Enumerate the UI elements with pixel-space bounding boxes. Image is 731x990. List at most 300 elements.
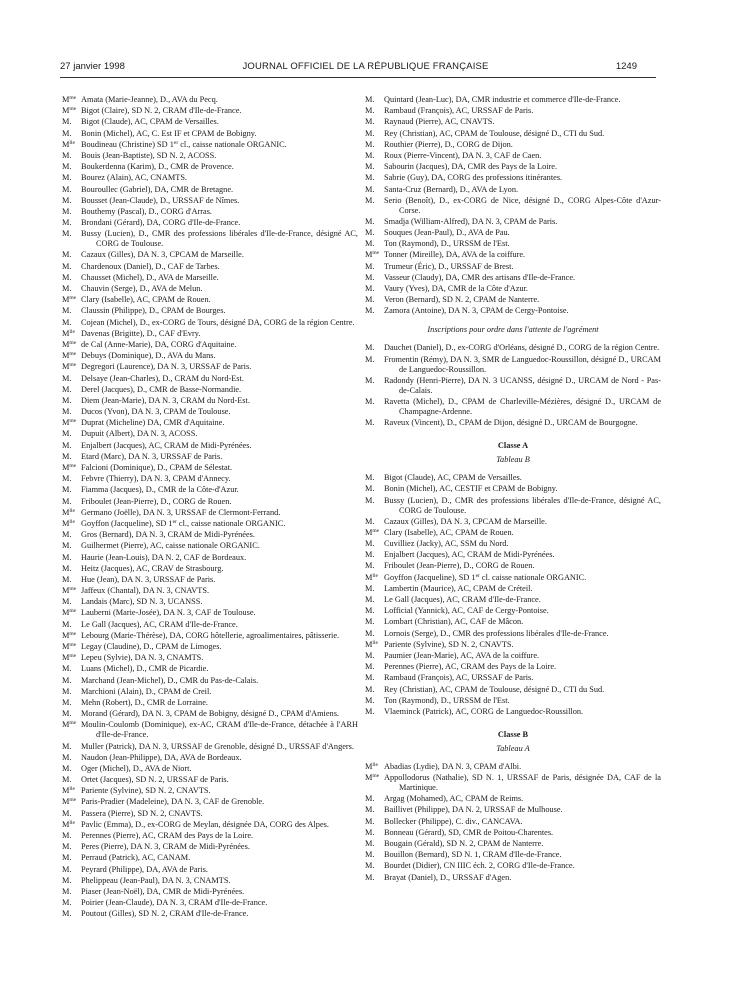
list-item — [365, 839, 661, 849]
entry-text: Tonner (Mireille), DA, AVA de la coiffure. — [384, 250, 526, 260]
entry-text: Radondy (Henri-Pierre), DA N. 3 UCANSS, désigné D., URCAM de Nord - Pas-de-Calais. — [384, 375, 661, 395]
classe-b-heading: Classe B — [497, 729, 529, 739]
entry-title: M. — [365, 106, 375, 116]
entry-text: Jaffeux (Chantal), DA N. 3, CNAVTS. — [81, 586, 210, 596]
entry-text: Lepeu (Sylvie), DA N. 3, CNAMTS. — [81, 653, 204, 663]
list-item — [365, 196, 661, 216]
entry-title: M. — [62, 229, 72, 239]
list-item — [365, 828, 661, 838]
entry-text: Santa-Cruz (Bernard), D., AVA de Lyon. — [384, 184, 519, 194]
list-item — [365, 284, 661, 294]
entry-text: Lebourg (Marie-Thérèse), DA, CORG hôtellerie, agroalimentaires, pâtisserie. — [81, 630, 340, 640]
list-item — [62, 129, 358, 139]
list-item — [62, 306, 358, 316]
list-item — [62, 720, 358, 740]
list-item — [62, 820, 358, 830]
list-item — [62, 207, 358, 217]
entry-text: Heitz (Jacques), AC, CRAV de Strasbourg. — [81, 563, 224, 573]
entry-title: M. — [365, 195, 375, 205]
list-item — [62, 853, 358, 863]
entry-text: Rey (Christian), AC, CPAM de Toulouse, désigné D., CTI du Sud. — [384, 128, 605, 138]
list-item — [62, 564, 358, 574]
list-item — [62, 608, 358, 618]
entry-text: Enjalbert (Jacques), AC, CRAM de Midi-Pyrénées. — [384, 550, 555, 560]
entry-title: M. — [62, 686, 72, 696]
entry-title: $M^{me}$ — [62, 362, 77, 372]
entry-text: Paumier (Jean-Marie), AC, AVA de la coiffure. — [384, 650, 540, 660]
entry-text: Smadja (William-Alfred), DA N. 3, CPAM de Paris. — [384, 216, 558, 226]
entry-title: M. — [365, 306, 375, 316]
list-item — [365, 140, 661, 150]
entry-title: $M^{lle}$ — [62, 786, 75, 796]
entry-title: M. — [62, 306, 72, 316]
list-item — [62, 196, 358, 206]
list-item — [62, 887, 358, 897]
list-item — [62, 831, 358, 841]
entry-title: $M^{lle}$ — [365, 761, 378, 771]
list-item — [62, 709, 358, 719]
entry-text: Cuvilliez (Jacky), AC, SSM du Nord. — [384, 539, 509, 549]
entry-text: Claussin (Philippe), D., CPAM de Bourges. — [81, 306, 226, 316]
entry-text: Enjalbert (Jacques), AC, CRAM de Midi-Pyrénées. — [81, 440, 252, 450]
list-item — [62, 262, 358, 272]
entry-title: M. — [365, 839, 375, 848]
list-item — [365, 250, 661, 260]
entry-title: M. — [62, 317, 72, 327]
list-item — [62, 541, 358, 551]
entry-title: M. — [365, 295, 375, 305]
entry-text: Paris-Pradier (Madeleine), DA N. 3, CAF de Grenoble. — [81, 797, 265, 807]
list-item — [365, 95, 661, 105]
entry-text: Abadias (Lydie), DA N. 3, CPAM d'Albi. — [384, 761, 522, 771]
entry-text: Bussy (Lucien), D., CMR des professions libérales d'Ile-de-France, désigné AC, CORG de Toulouse. — [384, 495, 661, 515]
entry-text: Lofficial (Yannick), AC, CAF de Cergy-Pontoise. — [384, 606, 549, 616]
list-item — [62, 698, 358, 708]
entry-title: $M^{me}$ — [62, 418, 77, 428]
list-item — [62, 250, 358, 260]
entry-text: Mehn (Robert), D., CMR de Lorraine. — [81, 697, 208, 707]
entry-title: M. — [365, 805, 375, 815]
list-item — [62, 117, 358, 127]
entry-title: M. — [62, 697, 72, 707]
entry-title: M. — [62, 541, 72, 551]
list-item — [365, 873, 661, 883]
entry-text: Chausset (Michel), D., AVA de Marseille. — [81, 272, 219, 282]
list-item — [62, 620, 358, 630]
entry-title: M. — [62, 395, 72, 405]
entry-title: M. — [365, 396, 375, 406]
entry-title: M. — [62, 853, 72, 863]
entry-title: M. — [365, 539, 375, 549]
entry-text: Oger (Michel), D., AVA de Niort. — [81, 763, 192, 773]
entry-title: M. — [365, 650, 375, 660]
list-item — [365, 418, 661, 428]
entry-title: M. — [62, 597, 72, 607]
entry-text: Rambaud (François), AC, URSSAF de Paris. — [384, 106, 534, 116]
entry-text: Amata (Marie-Jeanne), D., AVA du Pecq. — [81, 95, 218, 104]
list-item — [62, 396, 358, 406]
entry-text: Passera (Pierre), SD N. 2, CNAVTS. — [81, 808, 203, 818]
entry-text: Bonneau (Gérard), SD, CMR de Poitou-Charentes. — [384, 827, 554, 837]
entry-text: Appollodorus (Nathalie), SD N. 1, URSSAF de Paris, désignée DA, CAF de la Martinique. — [384, 773, 661, 793]
list-item — [62, 909, 358, 919]
list-item — [365, 117, 661, 127]
entry-title: M. — [365, 473, 375, 483]
entry-text: Ducos (Yvon), DA N. 3, CPAM de Toulouse. — [81, 407, 231, 417]
list-item — [62, 185, 358, 195]
entry-title: $M^{me}$ — [62, 720, 77, 730]
entry-title: M. — [62, 173, 72, 183]
entry-title: M. — [365, 561, 375, 571]
entry-title: M. — [62, 530, 72, 540]
page-title: JOURNAL OFFICIEL DE LA RÉPUBLIQUE FRANÇAISE — [242, 61, 489, 72]
list-item — [62, 295, 358, 305]
list-item — [62, 385, 358, 395]
entry-text: Vlaeminck (Patrick), AC, CORG de Languedoc-Roussillon. — [384, 706, 584, 716]
entry-text: Brayat (Daniel), D., URSSAF d'Agen. — [384, 872, 512, 882]
entry-text: Pariente (Sylvine), SD N. 2, CNAVTS. — [384, 639, 514, 649]
inscriptions-heading: Inscriptions pour ordre dans l'attente de l'agrément — [427, 325, 599, 335]
entry-text: Duprat (Micheline) DA, CMR d'Aquitaine. — [81, 418, 225, 428]
inscriptions-list — [365, 343, 661, 428]
entry-title: M. — [365, 550, 375, 560]
entry-title: M. — [62, 384, 72, 394]
entry-text: Baillivet (Philippe), DA N. 2, URSSAF de Mulhouse. — [384, 805, 563, 815]
list-item — [62, 597, 358, 607]
entry-title: M. — [62, 272, 72, 282]
entry-text: de Cal (Anne-Marie), DA, CORG d'Aquitaine. — [81, 339, 237, 349]
entry-title: M. — [62, 429, 72, 439]
entry-title: M. — [62, 574, 72, 584]
list-item — [365, 173, 661, 183]
list-item — [62, 497, 358, 507]
entry-title: M. — [365, 850, 375, 860]
entry-title: M. — [365, 354, 375, 364]
list-item — [62, 95, 358, 105]
entry-text: Sabourin (Jacques), DA, CMR des Pays de la Loire. — [384, 162, 558, 172]
list-item — [365, 584, 661, 594]
entry-title: M. — [62, 373, 72, 383]
list-item — [62, 106, 358, 116]
entry-text: Hue (Jean), DA N. 3, URSSAF de Paris. — [81, 574, 216, 584]
list-item — [365, 496, 661, 516]
list-item — [365, 528, 661, 538]
list-item — [62, 742, 358, 752]
entry-title: M. — [62, 407, 72, 417]
list-item — [62, 653, 358, 663]
list-item — [62, 664, 358, 674]
entry-text: Cazaux (Gilles), DA N. 3, CPCAM de Marseille. — [384, 516, 547, 526]
list-item — [62, 508, 358, 518]
entry-title: M. — [62, 162, 72, 172]
entry-text: Moulin-Coulomb (Dominique), ex-AC, CRAM d'Ile-de-France, détachée à l'ARH d'Ile-de-France. — [81, 720, 358, 740]
header-rule — [60, 77, 656, 78]
entry-text: Chauvin (Serge), D., AVA de Melun. — [81, 284, 203, 293]
entry-text: Delsaye (Jean-Charles), D., CRAM du Nord-Est. — [81, 373, 244, 383]
entry-title: $M^{me}$ — [62, 608, 77, 618]
entry-text: Marchand (Jean-Michel), D., CMR du Pas-de-Calais. — [81, 675, 259, 685]
entry-title: M. — [365, 418, 375, 428]
entry-title: M. — [365, 484, 375, 494]
entry-text: Goyffon (Jacqueline), SD 1er cl. caisse nationale ORGANIC. — [384, 572, 587, 582]
list-item — [365, 106, 661, 116]
entry-text: Piaser (Jean-Noël), DA, CMR de Midi-Pyrénées. — [81, 886, 245, 896]
entry-text: Naudon (Jean-Philippe), DA, AVA de Bordeaux. — [81, 752, 242, 762]
entry-title: M. — [62, 284, 72, 293]
list-item — [365, 185, 661, 195]
list-item — [62, 407, 358, 417]
entry-text: Marchioni (Alain), D., CPAM de Creil. — [81, 686, 212, 696]
entry-title: $M^{me}$ — [62, 586, 77, 596]
entry-text: Friboulet (Jean-Pierre), D., CORG de Rouen. — [384, 561, 535, 571]
list-item — [365, 217, 661, 227]
entry-text: Quintard (Jean-Luc), DA, CMR industrie et commerce d'Ile-de-France. — [384, 95, 621, 104]
entry-title: $M^{me}$ — [62, 630, 77, 640]
entry-title: M. — [62, 150, 72, 160]
entry-text: Sabrie (Guy), DA, CORG des professions itinérantes. — [384, 173, 563, 183]
list-item — [62, 351, 358, 361]
entry-text: Etard (Marc), DA N. 3, URSSAF de Paris. — [81, 451, 223, 461]
entry-text: Dupuit (Albert), DA N. 3, ACOSS. — [81, 429, 198, 439]
entry-title: M. — [365, 184, 375, 194]
classe-a-list — [365, 473, 661, 717]
entry-text: Lornois (Serge), D., CMR des professions libérales d'Ile-de-France. — [384, 628, 609, 638]
entry-text: Zamora (Antoine), DA N. 3, CPAM de Cergy-Pontoise. — [384, 306, 569, 316]
entry-title: M. — [62, 261, 72, 271]
entry-text: Germano (Joëlle), DA N. 3, URSSAF de Clermont-Ferrand. — [81, 507, 281, 517]
entry-text: Fiamma (Jacques), D., CMR de la Côte-d'Azur. — [81, 485, 239, 495]
entry-title: M. — [62, 250, 72, 260]
list-item — [365, 343, 661, 353]
list-item — [62, 676, 358, 686]
list-item — [365, 239, 661, 249]
entry-text: Bonin (Michel), AC, C. Est IF et CPAM de Bobigny. — [81, 128, 257, 138]
entry-title: $M^{lle}$ — [62, 518, 75, 528]
entry-text: Diem (Jean-Marie), DA N. 3, CRAM du Nord-Est. — [81, 395, 250, 405]
entry-title: M. — [365, 117, 375, 127]
list-item — [365, 539, 661, 549]
entry-title: M. — [62, 496, 72, 506]
entry-title: M. — [365, 595, 375, 604]
entry-text: Bigot (Claude), AC, CPAM de Versailles. — [81, 117, 219, 127]
list-item — [62, 441, 358, 451]
list-item — [365, 617, 661, 627]
list-item — [62, 687, 358, 697]
entry-title: M. — [365, 216, 375, 226]
entry-title: M. — [365, 662, 375, 672]
list-item — [62, 530, 358, 540]
list-item — [62, 898, 358, 908]
entry-title: M. — [62, 206, 72, 216]
list-item — [365, 629, 661, 639]
entry-text: Bonin (Michel), AC, CESTIF et CPAM de Bobigny. — [384, 484, 558, 494]
list-item — [365, 794, 661, 804]
list-item — [62, 797, 358, 807]
entry-title: M. — [62, 184, 72, 194]
list-item — [365, 707, 661, 717]
entry-title: M. — [365, 343, 375, 353]
entry-text: Bouthemy (Pascal), D., CORG d'Arras. — [81, 206, 212, 216]
entry-title: M. — [365, 150, 375, 160]
entry-title: M. — [365, 684, 375, 694]
entry-title: $M^{lle}$ — [365, 639, 378, 649]
list-item — [62, 519, 358, 529]
entry-text: Lombart (Christian), AC, CAF de Mâcon. — [384, 617, 524, 627]
entry-text: Bourdet (Didier), CN IIIC éch. 2, CORG d'Ile-de-France. — [384, 861, 575, 871]
list-item — [62, 273, 358, 283]
list-item — [365, 673, 661, 683]
list-item — [365, 228, 661, 238]
entry-title: M. — [365, 95, 375, 104]
list-item — [62, 218, 358, 228]
entry-text: Debuys (Dominique), D., AVA du Mans. — [81, 351, 216, 361]
list-item — [62, 775, 358, 785]
entry-title: $M^{me}$ — [62, 295, 77, 305]
entry-title: M. — [365, 872, 375, 882]
list-item — [365, 273, 661, 283]
entry-title: $M^{me}$ — [62, 653, 77, 663]
entry-title: M. — [365, 495, 375, 505]
list-item — [62, 463, 358, 473]
entry-title: $M^{me}$ — [62, 797, 77, 807]
entry-text: Haurie (Jean-Louis), DA N. 2, CAF de Bordeaux. — [81, 552, 247, 562]
entry-title: M. — [365, 375, 375, 385]
entry-text: Poutout (Gilles), SD N. 2, CRAM d'Ile-de-France. — [81, 909, 249, 919]
entry-title: M. — [62, 195, 72, 205]
list-item — [62, 575, 358, 585]
entry-title: M. — [62, 752, 72, 762]
list-item — [62, 485, 358, 495]
entry-title: M. — [365, 794, 375, 804]
list-item — [62, 586, 358, 596]
entry-text: Bigot (Claire), SD N. 2, CRAM d'Ile-de-France. — [81, 106, 242, 116]
entry-text: Bouroullec (Gabriel), DA, CMR de Bretagne. — [81, 184, 234, 194]
list-item — [365, 550, 661, 560]
entry-title: M. — [62, 474, 72, 484]
entry-title: $M^{me}$ — [62, 106, 77, 116]
list-item — [365, 151, 661, 161]
left-column — [62, 95, 358, 921]
entry-title: M. — [62, 440, 72, 450]
entry-text: Dauchet (Daniel), D., ex-CORG d'Orléans, désigné D., CORG de la région Centre. — [384, 343, 660, 353]
list-item — [62, 452, 358, 462]
list-item — [365, 861, 661, 871]
list-item — [365, 696, 661, 706]
list-item — [62, 553, 358, 563]
entry-title: M. — [62, 864, 72, 874]
list-item — [62, 162, 358, 172]
entry-text: Le Gall (Jacques), AC, CRAM d'Ile-de-France. — [81, 619, 238, 629]
entry-text: Boudineau (Christine) SD 1er cl., caisse nationale ORGANIC. — [81, 139, 287, 149]
right-column — [365, 95, 661, 884]
list-item — [365, 685, 661, 695]
page-date: 27 janvier 1998 — [60, 61, 125, 72]
entry-text: Bouis (Jean-Baptiste), SD N. 2, ACOSS. — [81, 150, 217, 160]
entry-text: Souques (Jean-Paul), D., AVA de Pau. — [384, 228, 510, 238]
entry-text: Landais (Marc), SD N. 3, UCANSS. — [81, 597, 203, 607]
entry-text: Muller (Patrick), DA N. 3, URSSAF de Grenoble, désigné D., URSSAF d'Angers. — [81, 741, 354, 751]
entry-text: Bousset (Jean-Claude), D., URSSAF de Nîmes. — [81, 195, 240, 205]
list-item — [62, 374, 358, 384]
entry-title: M. — [365, 162, 375, 172]
entry-title: M. — [365, 284, 375, 293]
entry-text: Clary (Isabelle), AC, CPAM de Rouen. — [81, 295, 211, 305]
list-item — [365, 595, 661, 605]
entry-title: M. — [62, 741, 72, 751]
entry-title: $M^{me}$ — [62, 463, 77, 472]
list-item — [62, 151, 358, 161]
entry-text: Serio (Benoît), D., ex-CORG de Nice, désigné D., CORG Alpes-Côte d'Azur-Corse. — [384, 195, 661, 215]
list-item — [62, 842, 358, 852]
entry-title: M. — [365, 228, 375, 238]
classe-b-list — [365, 762, 661, 883]
list-item — [365, 355, 661, 375]
entry-title: M. — [365, 695, 375, 705]
list-item — [365, 651, 661, 661]
entry-text: Legay (Claudine), D., CPAM de Limoges. — [81, 642, 222, 651]
entry-text: Perennes (Pierre), AC, CRAM des Pays de la Loire. — [384, 662, 557, 672]
entry-title: M. — [365, 173, 375, 183]
list-item — [62, 340, 358, 350]
entry-title: M. — [62, 808, 72, 818]
entry-title: M. — [62, 831, 72, 840]
list-item — [365, 517, 661, 527]
list-item — [62, 753, 358, 763]
entry-text: Peyrard (Philippe), DA, AVA de Paris. — [81, 864, 208, 874]
entry-title: M. — [365, 706, 375, 716]
list-item — [365, 473, 661, 483]
entry-text: Lauberni (Marie-Josée), DA N. 3, CAF de Toulouse. — [81, 608, 256, 618]
entry-text: Pavlic (Emma), D., ex-CORG de Meylan, désignée DA, CORG des Alpes. — [81, 819, 329, 829]
entry-title: $M^{lle}$ — [365, 572, 378, 582]
entry-text: Poirier (Jean-Claude), DA N. 3, CRAM d'Ile-de-France. — [81, 898, 268, 908]
entry-title: M. — [62, 875, 72, 885]
entry-title: M. — [365, 239, 375, 249]
list-item — [62, 786, 358, 796]
entry-title: M. — [62, 709, 72, 719]
list-item — [365, 850, 661, 860]
entry-text: Cojean (Michel), D., ex-CORG de Tours, désigné DA, CORG de la région Centre. — [81, 317, 355, 327]
entry-title: M. — [62, 485, 72, 495]
entry-title: M. — [365, 606, 375, 616]
entry-title: M. — [365, 272, 375, 282]
list-item — [365, 606, 661, 616]
list-item — [365, 397, 661, 417]
list-item — [365, 484, 661, 494]
list-item — [365, 129, 661, 139]
entry-text: Bollecker (Philippe), C. div., CANCAVA. — [384, 816, 523, 826]
list-item — [365, 262, 661, 272]
entry-text: Vasseur (Claudy), DA, CMR des artisans d'Ile-de-France. — [384, 272, 576, 282]
entry-text: Goyffon (Jacqueline), SD 1er cl., caisse nationale ORGANIC. — [81, 518, 286, 528]
list-item — [62, 631, 358, 641]
list-item — [62, 865, 358, 875]
entry-text: Bourez (Alain), AC, CNAMTS. — [81, 173, 188, 183]
list-item — [62, 284, 358, 294]
list-item — [365, 573, 661, 583]
list-item — [365, 162, 661, 172]
entry-text: Guilhermet (Pierre), AC, caisse nationale ORGANIC. — [81, 541, 260, 551]
entry-title: M. — [62, 842, 72, 852]
right-entries-list — [365, 95, 661, 316]
classe-a-subheading: Tableau B — [496, 455, 530, 465]
list-item — [62, 809, 358, 819]
list-item — [365, 376, 661, 396]
entry-title: $M^{me}$ — [365, 527, 380, 537]
entry-text: Raynaud (Pierre), AC, CNAVTS. — [384, 117, 495, 127]
entry-text: Ortet (Jacques), SD N. 2, URSSAF de Paris. — [81, 775, 229, 785]
entry-title: $M^{me}$ — [365, 773, 380, 783]
